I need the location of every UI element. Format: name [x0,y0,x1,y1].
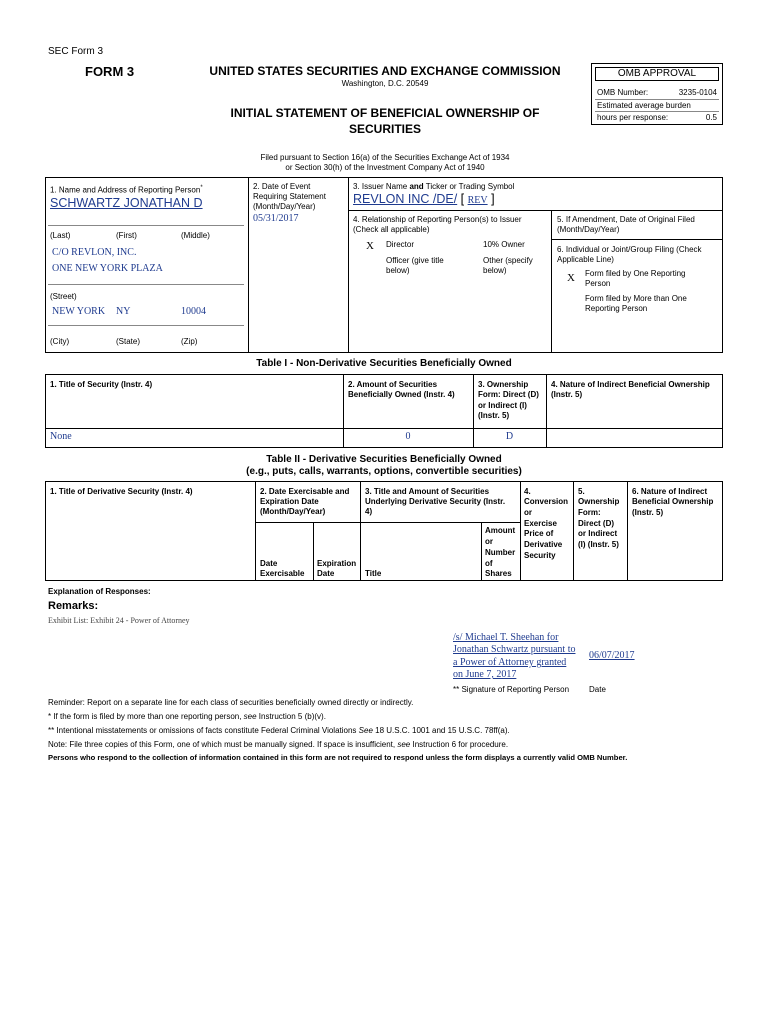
reporting-person-label [50,183,203,196]
table1-header-top [45,374,723,375]
table1-top-border [45,352,723,353]
note-misstatements [48,726,510,736]
filing-type-label-2: Applicable Line) [557,255,614,264]
table2-col1-header: 1. Title of Derivative Security (Instr. 4) [50,487,193,496]
signature-date: 06/07/2017 [589,650,635,661]
table2-col4-line: 4. [524,487,531,496]
omb-hours-label: hours per response: [597,113,669,122]
issuer-label-and: and [409,182,424,191]
officer-label-2: below) [386,266,410,275]
table1-bottom-border [45,447,723,448]
table2-left [45,481,46,581]
note2-a: ** Intentional misstatements or omissions of facts constitute Federal Criminal Violations [48,726,359,735]
omb-number-value: 3235-0104 [678,88,717,97]
divider-5-6 [551,239,723,240]
table1-col3-header-4: (Instr. 5) [478,411,510,420]
director-check-mark: X [366,240,374,252]
statement-title-line1: INITIAL STATEMENT OF BENEFICIAL OWNERSHIP OF [230,106,540,120]
table2-col5-line: or Indirect [578,529,618,538]
table2-amount-line: Number [485,548,516,557]
signature-line: a Power of Attorney granted [453,657,567,668]
note2-see: See [358,726,373,735]
agency-city: Washington, D.C. 20549 [341,79,429,88]
sec-form-label: SEC Form 3 [48,46,104,57]
table2-col4-line: Derivative [524,540,563,549]
address-line1: C/O REVLON, INC. [52,247,137,258]
event-date-label-3: (Month/Day/Year) [253,202,316,211]
table2-col5-line: Ownership [578,497,620,506]
reporting-person-label-text: 1. Name and Address of Reporting Person [50,185,201,195]
exhibit-list: Exhibit List: Exhibit 24 - Power of Attorney [48,616,190,625]
relationship-label-1: 4. Relationship of Reporting Person(s) to Issuer [353,215,522,224]
filing-type-label-1: 6. Individual or Joint/Group Filing (Check [557,245,702,254]
table2-col2-header-1: 2. Date Exercisable and [260,487,350,496]
divider-4-5 [551,210,552,352]
signature-line: /s/ Michael T. Sheehan for [453,632,559,643]
bracket-close: ] [487,192,495,206]
omb-number-label: OMB Number: [597,88,649,97]
table2-col-divider [360,481,361,581]
filed-pursuant-line1: Filed pursuant to Section 16(a) of the Securities Exchange Act of 1934 [260,153,510,162]
table1-row-amount: 0 [405,431,411,442]
one-person-check-mark: X [567,272,575,284]
first-label: (First) [116,231,137,240]
note-multiple-persons [48,712,326,722]
reporting-person-name[interactable]: SCHWARTZ JONATHAN D [50,196,203,210]
table2-expiration-label: Expiration [317,559,357,568]
city-label: (City) [50,337,70,346]
table2-col4-line: Exercise [524,519,557,528]
note2-b: 18 U.S.C. 1001 and 15 U.S.C. 78ff(a). [372,726,510,735]
amendment-label-2: (Month/Day/Year) [557,225,620,234]
filed-pursuant-line2: or Section 30(h) of the Investment Company Act of 1940 [285,163,485,172]
relationship-label-2: (Check all applicable) [353,225,430,234]
table2-col-divider [573,481,574,581]
table1-col2-header-1: 2. Amount of Securities [348,380,438,389]
table1-col4-header-2: (Instr. 5) [551,390,583,399]
table2-title-2: (e.g., puts, calls, warrants, options, convertible securities) [246,466,522,477]
omb-divider [595,99,719,100]
event-date-value: 05/31/2017 [253,213,299,224]
street-label: (Street) [50,292,77,301]
note1-b: Instruction 5 (b)(v). [256,712,326,721]
table2-col-divider [255,481,256,581]
table1-row-title: None [50,431,72,442]
table1-col-divider [546,374,547,448]
divider-3-4 [348,210,723,211]
omb-title: OMB APPROVAL [595,67,719,81]
more-persons-label-1: Form filed by More than One [585,294,687,303]
note3-a: Note: File three copies of this Form, one of which must be manually signed. If space is insufficient, [48,740,398,749]
zip-label: (Zip) [181,337,198,346]
officer-label-1: Officer (give title [386,256,444,265]
table2-subcol-divider [481,522,482,581]
table2-col3-header-3: 4) [365,507,373,516]
table2-title-label: Title [365,569,382,578]
table2-col4-line: Security [524,551,556,560]
bracket-open: [ [457,192,468,206]
table2-title-1: Table II - Derivative Securities Beneficially Owned [266,454,502,465]
issuer-row [353,192,495,208]
table2-col6-line: Beneficial Ownership [632,497,714,506]
note1-a: * If the form is filed by more than one reporting person, [48,712,244,721]
table2-col-divider [627,481,628,581]
agency-title: UNITED STATES SECURITIES AND EXCHANGE COMMISSION [209,64,561,78]
frame-right [722,177,723,352]
omb-burden-label: Estimated average burden [597,101,691,110]
divider-2-3 [348,177,349,352]
signature-line: on June 7, 2017 [453,669,517,680]
omb-divider [595,111,719,112]
last-label: (Last) [50,231,71,240]
divider-1-2 [248,177,249,352]
remarks-heading: Remarks: [48,600,99,612]
table1-col2-header-2: Beneficially Owned (Instr. 4) [348,390,455,399]
omb-persons-notice: Persons who respond to the collection of information contained in this form are not required to respond unless the form displays a currently valid OMB Number. [48,753,628,762]
table2-col5-line: (I) (Instr. 5) [578,540,619,549]
date-label: Date [589,685,606,694]
table1-col3-header-1: 3. Ownership [478,380,529,389]
other-label-1: Other (specify [483,256,533,265]
amendment-label-1: 5. If Amendment, Date of Original Filed [557,215,695,224]
explanation-heading: Explanation of Responses: [48,587,151,596]
table2-date-label: Date [260,559,278,568]
issuer-label-a: 3. Issuer Name [353,182,410,191]
ten-percent-owner-label: 10% Owner [483,240,525,249]
table1-title: Table I - Non-Derivative Securities Beneficially Owned [256,358,512,369]
event-date-label-1: 2. Date of Event [253,182,311,191]
omb-approval-box [591,63,723,125]
table2-amount-line: Amount [485,526,516,535]
table2-subcol-divider [313,522,314,581]
note3-see: see [397,740,411,749]
other-label-2: below) [483,266,507,275]
form-number: FORM 3 [85,64,135,79]
table1-row-top [45,428,723,429]
issuer-label [353,182,514,192]
statement-title-line2: SECURITIES [348,122,421,136]
note1-see: see [243,712,257,721]
note-copies [48,740,508,750]
table1-col3-header-2: Form: Direct (D) [478,390,539,399]
table2-col5-line: Direct (D) [578,519,615,528]
frame-left [45,177,46,352]
event-date-label-2: Requiring Statement [253,192,326,201]
table2-col2-header-3: (Month/Day/Year) [260,507,326,516]
section-top-border [45,177,723,178]
table1-col4-header-1: 4. Nature of Indirect Beneficial Ownership [551,380,710,389]
zip-value: 10004 [181,306,206,317]
city-underline [48,325,244,326]
table2-col5-line: 5. [578,487,585,496]
table2-col6-line: 6. Nature of Indirect [632,487,708,496]
table2-col6-line: (Instr. 5) [632,508,664,517]
table1-row-form: D [505,431,514,442]
one-person-label-2: Person [585,279,611,288]
more-persons-label-2: Reporting Person [585,304,648,313]
note3-b: Instruction 6 for procedure. [410,740,509,749]
signature-label: ** Signature of Reporting Person [453,685,570,694]
table2-amount-line: of [485,559,493,568]
omb-hours-value: 0.5 [705,113,717,122]
table2-col3-header-2: Underlying Derivative Security (Instr. [365,497,506,506]
table2-col4-line: Conversion [524,497,569,506]
signature-line: Jonathan Schwartz pursuant to [453,644,576,655]
table2-right [722,481,723,581]
table1-col3-header-3: or Indirect (I) [478,401,527,410]
issuer-label-b: Ticker or Trading Symbol [423,182,515,191]
table2-col4-line: Price of [524,529,554,538]
asterisk: * [200,185,203,191]
address-underline [48,284,244,285]
director-label: Director [386,240,415,249]
reminder-text: Reminder: Report on a separate line for each class of securities beneficially owned directly or indirectly. [48,698,414,707]
table2-amount-line: or [485,537,493,546]
one-person-label-1: Form filed by One Reporting [585,269,686,278]
table2-col-divider [520,481,521,581]
table1-col1-header: 1. Title of Security (Instr. 4) [50,380,153,389]
table2-header-top [45,481,723,482]
table2-expiration-date-label: Date [317,569,335,578]
state-value: NY [116,306,131,317]
table2-col5-line: Form: [578,508,601,517]
name-underline [48,225,244,226]
table2-amount-line: Shares [485,569,512,578]
table1-right [722,374,723,448]
table1-left [45,374,46,448]
city-value: NEW YORK [52,306,106,317]
issuer-name-link[interactable]: REVLON INC /DE/ [353,192,458,206]
middle-label: (Middle) [181,231,210,240]
table2-col2-header-2: Expiration Date [260,497,319,506]
table2-bottom-border [45,580,723,581]
table2-col3-header-1: 3. Title and Amount of Securities [365,487,490,496]
state-label: (State) [116,337,141,346]
ticker-link[interactable]: REV [467,195,488,206]
table2-exercisable-label: Exercisable [260,569,305,578]
address-line2: ONE NEW YORK PLAZA [52,263,163,274]
table2-col4-line: or [524,508,532,517]
